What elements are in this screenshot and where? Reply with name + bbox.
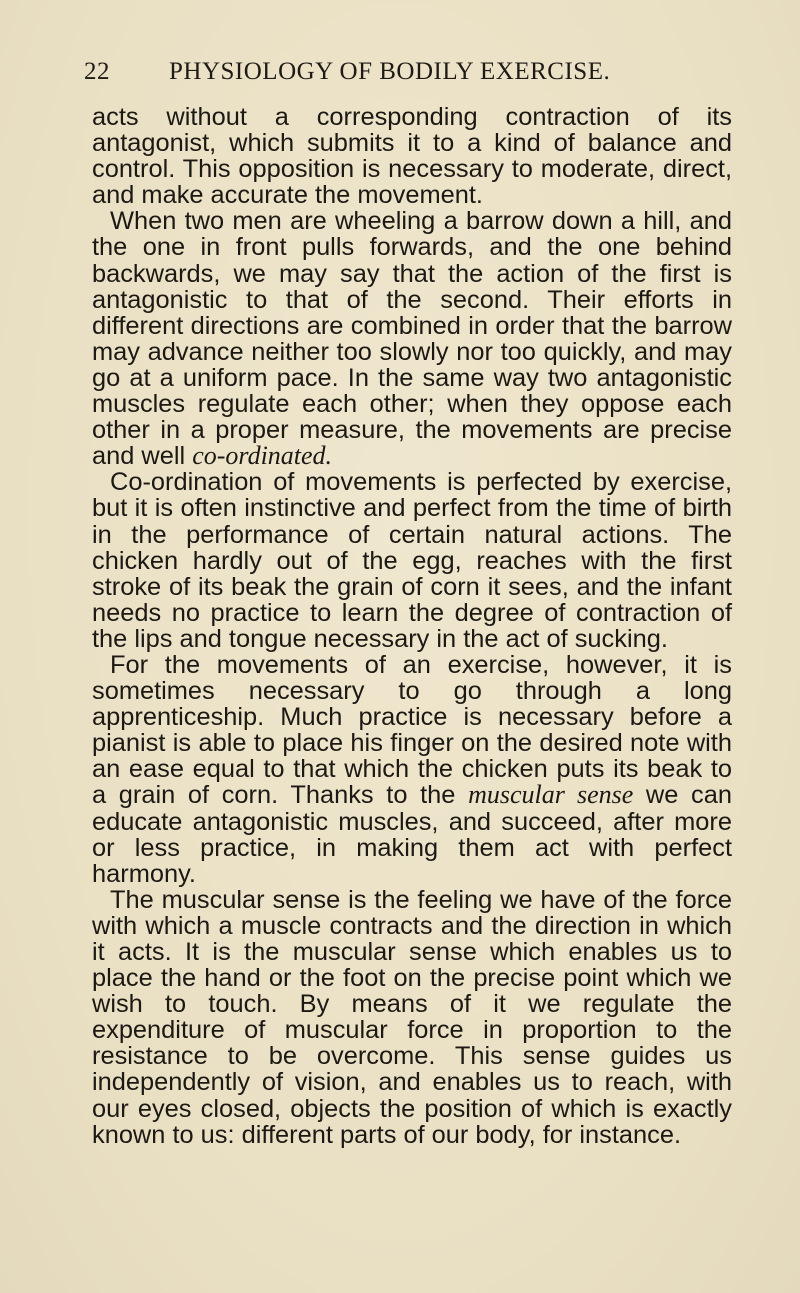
paragraph-4-emphasis: muscular sense [468,780,634,810]
paragraph-2 [92,208,732,469]
header-title: PHYSIOLOGY OF BODILY EXERCISE. [169,58,611,85]
paragraph-2-emphasis: co-ordinated. [192,441,333,471]
body-text [92,104,732,1148]
paragraph-3-text: Co-ordination of movements is perfected by exercise, but it is often instinctive and perfect from the time of birth in the performance of certain natural actions. The chicken hardly out of the egg, reaches with the first stroke of its beak the grain of corn it sees, and the infant needs no practice to learn the degree of contraction of the lips and tongue necessary in the act of sucking. [92,468,732,653]
paragraph-1 [92,104,732,208]
running-header [84,58,734,98]
paragraph-5-text: The muscular sense is the feeling we have of the force with which a muscle contracts and the direction in which it acts. It is the muscular sense which enables us to place the hand or the foot on the precise point which we wish to touch. By means of it we regulate the expenditure of muscular force in proportion to the resistance to be overcome. This sense guides us independently of vision, and enables us to reach, with our eyes closed, objects the position of which is exactly known to us: different parts of our body, for instance. [92,885,732,1149]
paragraph-1-text: acts without a corresponding contraction of its antagonist, which submits it to a kind of balance and control. This opposition is necessary to moderate, direct, and make accurate the movement. [92,103,732,210]
paragraph-4-after: we can educate antagonistic muscles, and succeed, after more or less practice, in making them act with perfect harmony. [92,781,732,888]
paragraph-4-text: For the movements of an exercise, however, it is sometimes necessary to go through a long apprenticeship. Much practice is necessary before a pianist is able to place his finger on the desired note with an ease equal to that which the chicken puts its beak to a grain of corn. Thanks to the [92,650,732,810]
page-number: 22 [84,58,110,85]
paragraph-5 [92,887,732,1148]
paragraph-4 [92,652,732,887]
paragraph-3 [92,469,732,652]
paragraph-2-text: When two men are wheeling a barrow down a hill, and the one in front pulls forwards, and the one behind backwards, we may say that the action of the first is antagonistic to that of the second. Their efforts in different directions are combined in order that the barrow may advance neither too slowly nor too quickly, and may go at a uniform pace. In the same way two antagonistic muscles regulate each other; when they oppose each other in a proper measure, the movements are precise and well [92,207,732,471]
